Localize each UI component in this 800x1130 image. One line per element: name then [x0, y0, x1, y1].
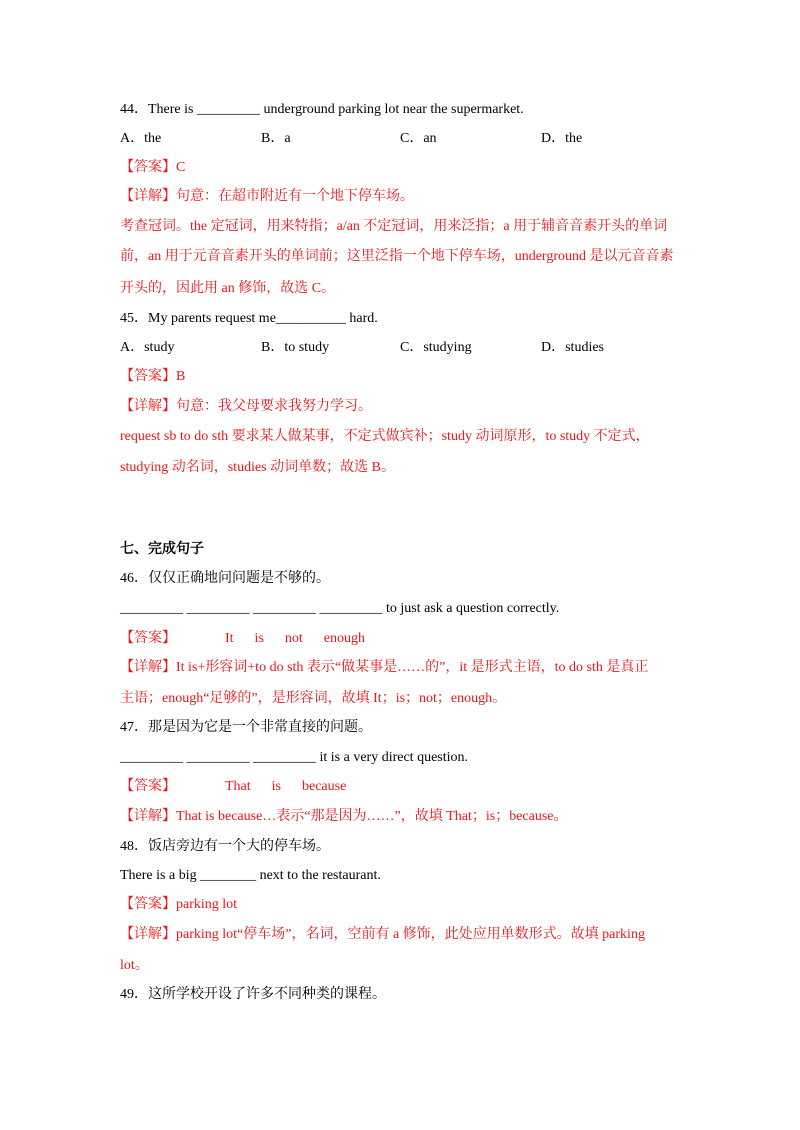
q45-option-d: D．studies: [541, 340, 604, 355]
q45-explain-3: studying 动名词，studies 动词单数；故选 B。: [120, 460, 395, 475]
q44-option-d: D．the: [541, 131, 583, 146]
q45-option-a: A．study: [120, 340, 175, 355]
q46-explain-1: 【详解】It is+形容词+to do sth 表示“做某事是……的”，it 是形式主语，to do sth 是真正: [120, 660, 649, 675]
q47-blank: _________ _________ _________ it is a very direct question.: [120, 750, 469, 765]
q44-option-c: C．an: [400, 131, 437, 146]
q45-option-c: C．studying: [400, 340, 472, 355]
q46-explain-2: 主语；enough“足够的”，是形容词，故填 It；is；not；enough。: [120, 691, 507, 706]
q45-stem: 45．My parents request me__________ hard.: [120, 311, 378, 326]
q45-option-b: B．to study: [261, 340, 330, 355]
q47-stem: 47．那是因为它是一个非常直接的问题。: [120, 720, 372, 735]
q44-stem: 44．There is _________ underground parking lot near the supermarket.: [120, 102, 524, 117]
q44-explain-4: 开头的，因此用 an 修饰，故选 C。: [120, 281, 336, 296]
q48-stem: 48．饭店旁边有一个大的停车场。: [120, 839, 330, 854]
q49-stem: 49．这所学校开设了许多不同种类的课程。: [120, 987, 386, 1002]
q44-option-b: B．a: [261, 131, 291, 146]
q48-explain-2: lot。: [120, 958, 149, 973]
q48-explain-1: 【详解】parking lot“停车场”，名词，空前有 a 修饰，此处应用单数形式。故填 parking: [120, 927, 645, 942]
q46-answer: 【答案】 It is not enough: [120, 631, 365, 646]
q44-explain-1: 【详解】句意：在超市附近有一个地下停车场。: [120, 189, 414, 204]
q44-option-a: A．the: [120, 131, 162, 146]
q44-answer: 【答案】C: [120, 160, 186, 175]
q47-explain-1: 【详解】That is because…表示“那是因为……”，故填 That；is；because。: [120, 809, 568, 824]
q48-blank: There is a big ________ next to the restaurant.: [120, 868, 381, 883]
q44-explain-3: 前，an 用于元音音素开头的单词前；这里泛指一个地下停车场，underground 是以元音音素: [120, 249, 674, 264]
q45-explain-1: 【详解】句意：我父母要求我努力学习。: [120, 399, 372, 414]
q47-answer: 【答案】 That is because: [120, 779, 347, 794]
q46-stem: 46．仅仅正确地问问题是不够的。: [120, 571, 330, 586]
q45-explain-2: request sb to do sth 要求某人做某事，不定式做宾补；study 动词原形，to study 不定式，: [120, 429, 650, 444]
q45-answer: 【答案】B: [120, 369, 186, 384]
q46-blank: _________ _________ _________ _________ to just ask a question correctly.: [120, 601, 560, 616]
section-heading: 七、完成句子: [120, 542, 204, 557]
q44-explain-2: 考查冠词。the 定冠词，用来特指；a/an 不定冠词，用来泛指；a 用于辅音音素开头的单词: [120, 219, 668, 234]
q48-answer: 【答案】parking lot: [120, 897, 238, 912]
